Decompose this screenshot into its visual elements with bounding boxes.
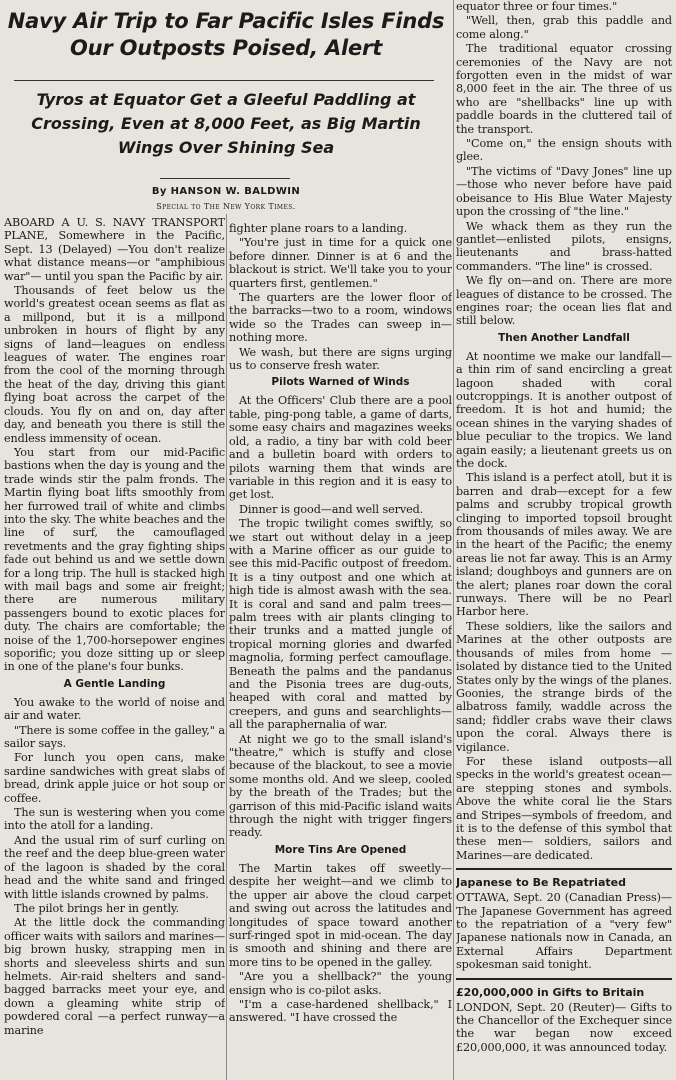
brief-1-text: OTTAWA, Sept. 20 (Canadian Press)—The Japanese Government has agreed to the repatriation of a "very few" Japanese nationals now in Canada, an External Affairs Department spokesman said tonight. bbox=[456, 891, 672, 972]
paragraph: We wash, but there are signs urging us to conserve fresh water. bbox=[229, 345, 452, 373]
paragraph: Dinner is good—and well served. bbox=[239, 502, 424, 516]
paragraph: The pilot brings her in gently. bbox=[14, 901, 180, 915]
paragraph: "Well, then, grab this paddle and come along." bbox=[456, 14, 672, 41]
paragraph: We whack them as they run the gantlet—enlisted pilots, ensigns, lieutenants and brass-hatted commanders. "The line" is crossed. bbox=[456, 219, 672, 273]
paragraph: We fly on—and on. There are more leagues of distance to be crossed. The engines roar; the ocean lies flat and still below. bbox=[456, 274, 672, 328]
paragraph: "Come on," the ensign shouts with glee. bbox=[456, 137, 672, 164]
paragraph: equator three or four times." bbox=[456, 0, 618, 13]
paragraph: The sun is westering when you come into the atoll for a landing. bbox=[4, 806, 225, 833]
paragraph: Thousands of feet below us the world's greatest ocean seems as flat as a millpond, but it is a millpond unbroken in hours of flight by any signs of land—leagues on endless leagues of water. The engines roar from the cool of the morning through the heat of the day, driving this giant flying boat across the carpet of the clouds. You fly on and on, day after day, and beneath you there is still the endless immensity of ocean. bbox=[4, 284, 225, 445]
brief-2-text: LONDON, Sept. 20 (Reuter)— Gifts to the Chancellor of the Exchequer since the war began now exceed £20,000,000, it was announced today. bbox=[456, 1000, 672, 1054]
deck-rule bbox=[160, 178, 290, 179]
subhead: Pilots Warned of Winds bbox=[271, 376, 410, 389]
paragraph: You awake to the world of noise and air and water. bbox=[4, 695, 225, 723]
headline-rule bbox=[14, 80, 434, 81]
paragraph: The traditional equator crossing ceremonies of the Navy are not forgotten even in the midst of war 8,000 feet in the air. The three of us who are "shellbacks" line up with paddle boards in the cluttered tail of the transport. bbox=[456, 42, 672, 136]
special-credit: Special to The New York Times. bbox=[156, 202, 296, 211]
article-column-1 bbox=[4, 216, 225, 1080]
column-2-content bbox=[229, 222, 452, 1025]
paragraph: "I'm a case-hardened shellback," I answered. "I have crossed the bbox=[229, 997, 452, 1025]
paragraph: For these island outposts—all specks in the world's greatest ocean—are stepping stones and symbols. Above the white coral lie the Stars and Stripes—symbols of freedom, and it is to the defense of this symbol that these men— soldiers, sailors and Marines—are dedicated. bbox=[456, 754, 672, 862]
paragraph: For lunch you open cans, make sardine sandwiches with great slabs of bread, drink apple juice or hot soup or coffee. bbox=[4, 751, 225, 805]
article-column-3 bbox=[456, 0, 672, 1080]
paragraph: The tropic twilight comes swiftly, so we start out without delay in a jeep with a Marine officer as our guide to see this mid-Pacific outpost of freedom. It is a tiny outpost and one which at high tide is almost awash with the sea. It is coral and sand and palm trees— palm trees with air plants clinging to their trunks and a matted jungle of tropical morning glories and dwarfed magnolia, forming perfect camouflage. Beneath the palms and the pandanus and the Pisonia trees are dug-outs, heaped with coral and matted by creepers, and guns and searchlights—all the paraphernalia of war. bbox=[229, 517, 452, 732]
paragraph: You start from our mid-Pacific bastions when the day is young and the trade winds stir the palm fronds. The Martin flying boat lifts smoothly from her furrowed trail of white and climbs into the sky. The white beaches and the line of surf, the camouflaged revetments and the gray fighting ships fade out behind us and we settle down for a long trip. The hull is stacked high with mail bags and some air freight; there are numerous military passengers bound to exotic places for duty. The chairs are comfortable; the noise of the 1,700-horsepower engines soporific; you doze sitting up or sleep in one of the plane's four bunks. bbox=[4, 445, 225, 674]
brief-gifts-to-britain bbox=[456, 978, 672, 1055]
paragraph: This island is a perfect atoll, but it is barren and drab—except for a few palms and scrubby tropical growth clinging to imported topsoil brought from thousands of miles away. We are in the heart of the Pacific; the enemy areas lie not far away. This is an Army island; doughboys and gunners are on the alert; planes roar down the coral runways. There will be no Pearl Harbor here. bbox=[456, 471, 672, 619]
paragraph: "Are you a shellback?" the young ensign who is co-pilot asks. bbox=[229, 970, 452, 997]
brief-1-headline: Japanese to Be Repatriated bbox=[456, 876, 626, 890]
paragraph: At the little dock the commanding officer waits with sailors and marines—big brown husky, strapping men in shorts and sleeveless shirts and sun helmets. Air-raid shelters and sand-bagged barracks meet your eye, and down a gleaming white strip of powdered coral —a perfect runway—a marine bbox=[4, 916, 225, 1037]
paragraph: "The victims of "Davy Jones" line up—those who never before have paid obeisance to His Blue Water Majesty upon the crossing of "the line." bbox=[456, 164, 672, 219]
paragraph: The Martin takes off sweetly— despite her weight—and we climb to the upper air above the cloud carpet and swing out across the latitudes and longitudes of space toward another surf-ringed spot in mid-ocean. The day is smooth and shining and there are more tins to be opened in the galley. bbox=[229, 861, 452, 969]
byline: By HANSON W. BALDWIN bbox=[151, 186, 301, 197]
paragraph: At night we go to the small island's "theatre," which is stuffy and close because of the blackout, to see a movie some months old. And we sleep, cooled by the breath of the Trades; but the garrison of this mid-Pacific island waits through the night with trigger fingers ready. bbox=[229, 732, 452, 840]
paragraph: At noontime we make our landfall—a thin rim of sand encircling a great lagoon shaded with coral outcroppings. It is another outpost of freedom. It is hot and humid; the ocean shines in the varying shades of blue peculiar to the tropics. We land again easily; a lieutenant greets us on the dock. bbox=[456, 349, 672, 470]
subhead: More Tins Are Opened bbox=[274, 843, 407, 856]
subhead: Then Another Landfall bbox=[498, 331, 630, 344]
article-column-2 bbox=[229, 222, 452, 1080]
column-3-content bbox=[456, 0, 672, 862]
paragraph: At the Officers' Club there are a pool table, ping-pong table, a game of darts, some easy chairs and magazines weeks old, a radio, a tiny bar with cold beer and a bulletin board with orders to pilots warning them that winds are variable in this region and it is easy to get lost. bbox=[229, 394, 452, 502]
column-1-content bbox=[4, 216, 225, 1037]
paragraph: "There is some coffee in the galley," a sailor says. bbox=[4, 723, 225, 751]
paragraph: ABOARD A U. S. NAVY TRANSPORT PLANE, Somewhere in the Pacific, Sept. 13 (Delayed) —You don't realize what distance means—or "amphibious war"— until you span the Pacific by air. bbox=[4, 216, 225, 283]
headline: Navy Air Trip to Far Pacific Isles Finds Our Outposts Poised, Alert bbox=[7, 9, 445, 60]
column-rule-2 bbox=[453, 0, 454, 1080]
paragraph: fighter plane roars to a landing. bbox=[229, 222, 408, 235]
deck-headline: Tyros at Equator Get a Gleeful Paddling at Crossing, Even at 8,000 Feet, as Big Martin Wings Over Shining Sea bbox=[31, 90, 421, 157]
brief-japanese-repatriated bbox=[456, 868, 672, 971]
paragraph: These soldiers, like the sailors and Marines at the other outposts are thousands of miles from home —isolated by distance tied to the United States only by the wings of the planes. Goonies, the strange birds of the albatross family, waddle across the sand; fiddler crabs wave their claws upon the coral. Always there is vigilance. bbox=[456, 619, 672, 754]
brief-2-headline: £20,000,000 in Gifts to Britain bbox=[456, 985, 645, 999]
paragraph: The quarters are the lower floor of the barracks—two to a room, windows wide so the Trades can sweep in—nothing more. bbox=[229, 291, 452, 345]
column-rule-1 bbox=[226, 214, 227, 1080]
paragraph: And the usual rim of surf curling on the reef and the deep blue-green water of the lagoon is shaded by the coral head and the white sand and fringed with little islands crowned by palms. bbox=[4, 833, 225, 901]
subhead: A Gentle Landing bbox=[63, 677, 166, 690]
paragraph: "You're just in time for a quick one before dinner. Dinner is at 6 and the blackout is strict. We'll take you to your quarters first, gentlemen." bbox=[229, 236, 452, 290]
